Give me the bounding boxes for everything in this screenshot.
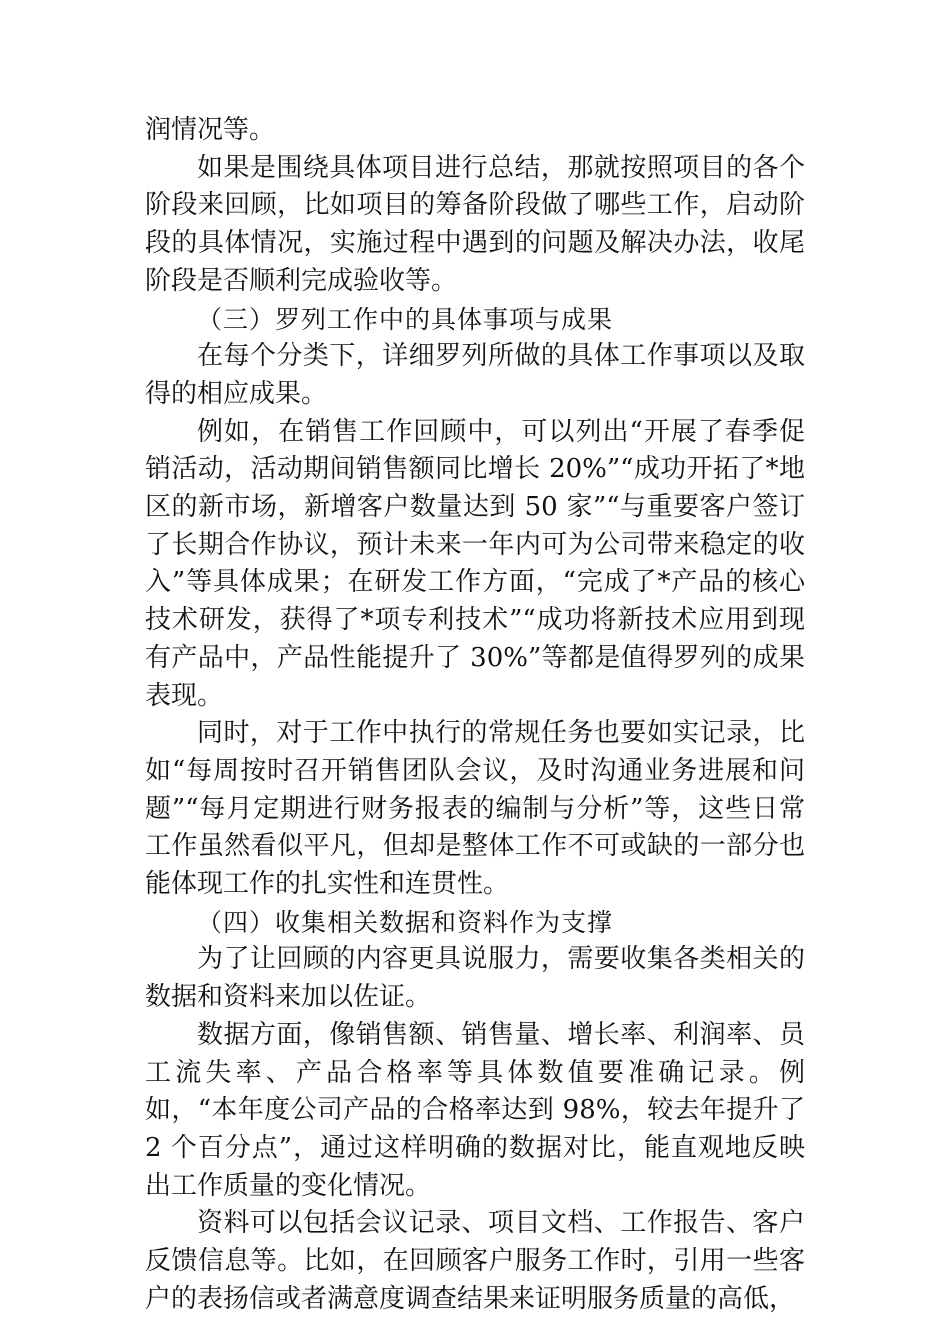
paragraph-routine-tasks: 同时，对于工作中执行的常规任务也要如实记录，比如“每周按时召开销售团队会议，及时沟通业务进展和问题”“每月定期进行财务报表的编制与分析”等，这些日常工作虽然看似平凡，但却是整体工作不可或缺的一部分也能体现工作的扎实性和连贯性。 (145, 718, 805, 900)
paragraph-sales-example: 例如，在销售工作回顾中，可以列出“开展了春季促销活动，活动期间销售额同比增长 20%”“成功开拓了*地区的新市场，新增客户数量达到 50 家”“与重要客户签订了长期合作协议，预计未来一年内可为公司带来稳定的收入”等具体成果；在研发工作方面，“完成了*产品的核心技术研发，获得了*项专利技术”“成功将新技术应用到现有产品中，产品性能提升了 30%”等都是值得罗列的成果表现。 (145, 416, 805, 711)
paragraph-project-review: 如果是围绕具体项目进行总结，那就按照项目的各个阶段来回顾，比如项目的筹备阶段做了哪些工作，启动阶段的具体情况，实施过程中遇到的问题及解决办法，收尾阶段是否顺利完成验收等。 (145, 152, 805, 296)
section-heading-three: （三）罗列工作中的具体事项与成果 (197, 304, 614, 334)
paragraph-materials: 资料可以包括会议记录、项目文档、工作报告、客户反馈信息等。比如，在回顾客户服务工作时，引用一些客户的表扬信或者满意度调查结果来证明服务质量的高低， (145, 1208, 805, 1314)
paragraph-collect-data: 为了让回顾的内容更具说服力，需要收集各类相关的数据和资料来加以佐证。 (145, 944, 805, 1013)
document-body (145, 112, 805, 1319)
paragraph-data-aspect: 数据方面，像销售额、销售量、增长率、利润率、员工流失率、产品合格率等具体数值要准确记录。例如，“本年度公司产品的合格率达到 98%，较去年提升了 2 个百分点”，通过这样明确的数据对比，能直观地反映出工作质量的变化情况。 (145, 1019, 805, 1201)
paragraph-list-items: 在每个分类下，详细罗列所做的具体工作事项以及取得的相应成果。 (145, 341, 805, 409)
paragraph-continuation: 润情况等。 (145, 115, 276, 145)
section-heading-four: （四）收集相关数据和资料作为支撑 (197, 907, 614, 937)
